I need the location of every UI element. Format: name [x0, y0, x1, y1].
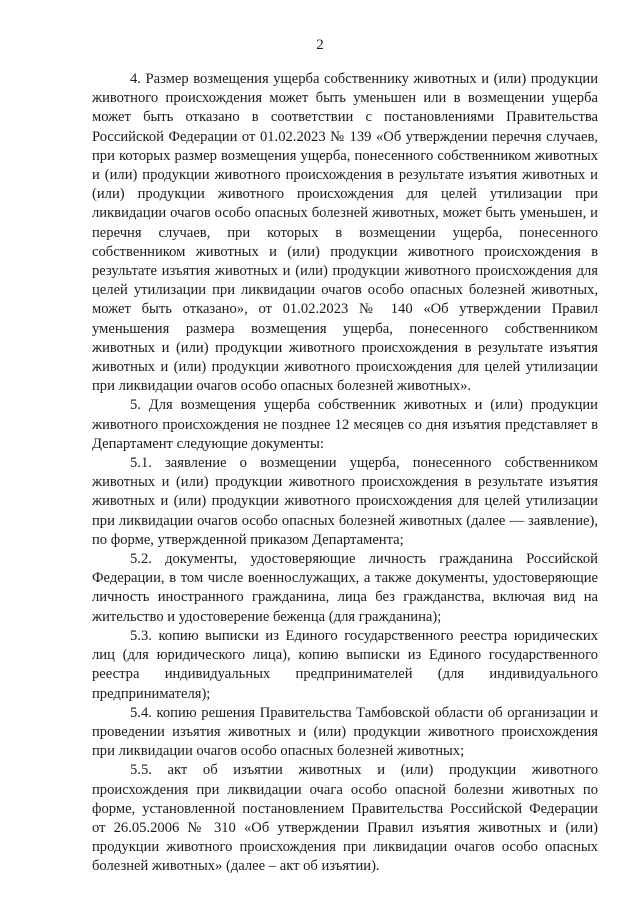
paragraph-5-3-registry-extract: 5.3. копию выписки из Единого государственного реестра юридических лиц (для юридического лица), копию выписки из Единого государственного реестра индивидуальных предпринимателей (для индивидуального предпринимателя);: [92, 627, 598, 702]
page-number: 2: [316, 37, 324, 53]
paragraph-5-4-government-decision: 5.4. копию решения Правительства Тамбовской области об организации и проведении изъятия животных и (или) продукции животного происхождения при ликвидации очагов особо опасных болезней животных;: [92, 704, 598, 760]
paragraph-5-5-seizure-act: 5.5. акт об изъятии животных и (или) продукции животного происхождения при ликвидации очага особо опасной болезни животных по форме, установленной постановлением Правительства Российской Федерации от 26.05.2006 № 310 «Об утверждении Правил изъятия животных и (или) продукции животного происхождения при ликвидации очагов особо опасных болезней животных» (далее – акт об изъятии).: [92, 762, 598, 875]
paragraph-4-damage-reduction: 4. Размер возмещения ущерба собственнику животных и (или) продукции животного происхождения может быть уменьшен или в возмещении ущерба может быть отказано в соответствии с постановлениями Правительства Российской Федерации от 01.02.2023 № 139 «Об утверждении перечня случаев, при которых размер возмещения ущерба, понесенного собственником животных и (или) продукции животного происхождения в результате изъятия животных и (или) продукции животного происхождения для целей утилизации при ликвидации очагов особо опасных болезней животных, может быть уменьшен, и перечня случаев, при которых в возмещении ущерба, понесенного собственником животных и (или) продукции животного происхождения в результате изъятия животных и (или) продукции животного происхождения для целей утилизации при ликвидации очагов особо опасных болезней животных, может быть отказано», от 01.02.2023 № 140 «Об утверждении Правил уменьшения размера возмещения ущерба, понесенного собственником животных и (или) продукции животного происхождения в результате изъятия животных и (или) продукции животного происхождения для целей утилизации при ликвидации очагов особо опасных болезней животных».: [92, 71, 598, 395]
document-body: [92, 70, 598, 877]
paragraph-5-documents-intro: 5. Для возмещения ущерба собственник животных и (или) продукции животного происхождения не позднее 12 месяцев со дня изъятия представляет в Департамент следующие документы:: [92, 397, 598, 452]
paragraph-5-1-application: 5.1. заявление о возмещении ущерба, понесенного собственником животных и (или) продукции животного происхождения в результате изъятия животных и (или) продукции животного происхождения для целей утилизации при ликвидации очагов особо опасных болезней животных (далее — заявление), по форме, утвержденной приказом Департамента;: [92, 455, 598, 548]
paragraph-5-2-identity-documents: 5.2. документы, удостоверяющие личность гражданина Российской Федерации, в том числе военнослужащих, а также документы, удостоверяющие личность иностранного гражданина, лица без гражданства, включая вид на жительство и удостоверение беженца (для гражданина);: [92, 551, 598, 625]
